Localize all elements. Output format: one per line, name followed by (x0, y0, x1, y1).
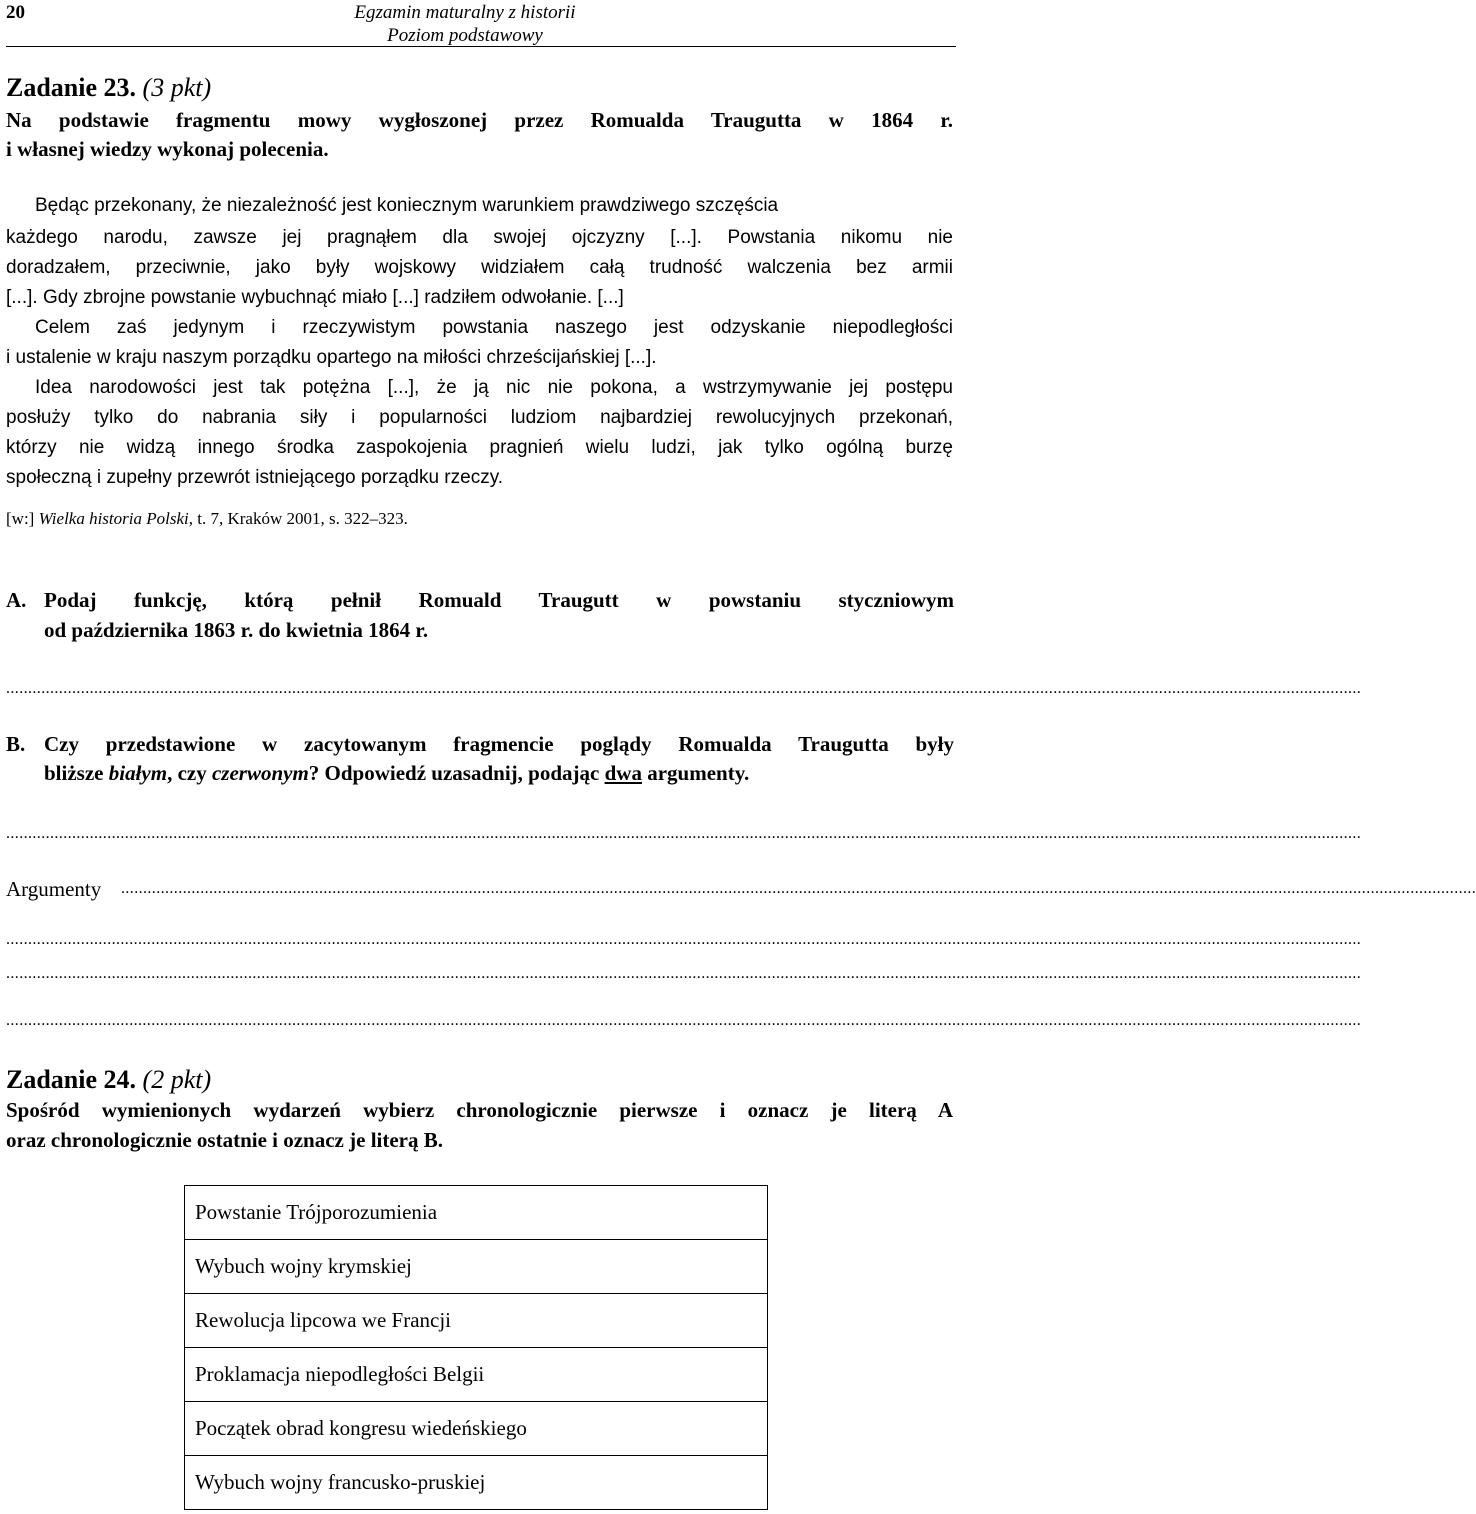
q-b-two: dwa (604, 761, 642, 785)
q-b-text-e: ? Odpowiedź uzasadnij, podając (308, 761, 605, 785)
exam-title: Egzamin maturalny z historii (354, 2, 576, 23)
task-23-instruction-line2: i własnej wiedzy wykonaj polecenia. (6, 137, 329, 161)
q-b-text-a: bliższe (44, 761, 109, 785)
question-a-line1: Podaj funkcję, którą pełnił Romuald Traugutt w powstaniu styczniowym (44, 588, 954, 612)
task-24-number: Zadanie 24. (6, 1065, 137, 1094)
task-24-instruction-line1: Spośród wymienionych wydarzeń wybierz chronologicznie pierwsze i oznacz je literą A (6, 1098, 953, 1122)
source-suffix: , t. 7, Kraków 2001, s. 322–323. (188, 509, 408, 528)
arguments-label: Argumenty (6, 877, 102, 901)
task-23-points: (3 pkt) (142, 73, 212, 102)
question-b-letter: B. (6, 732, 26, 756)
event-row[interactable] (185, 1240, 768, 1294)
events-table (184, 1185, 768, 1510)
quote-line-4: [...]. Gdy zbrojne powstanie wybuchnąć miało [...] radziłem odwołanie. [...] (6, 287, 624, 308)
argument-line-4[interactable]: .................................................................................................................................................................................................................................................................................................................... (6, 1012, 1362, 1029)
argument-line-1[interactable]: .................................................................................................................................................................................................................................................................................................................... (121, 880, 1476, 897)
quote-line-3: doradzałem, przeciwnie, jako były wojskowy widziałem całą trudność walczenia bez armii (6, 257, 953, 278)
event-row[interactable] (185, 1348, 768, 1402)
task-23-title (6, 73, 211, 103)
answer-b-line[interactable]: .................................................................................................................................................................................................................................................................................................................... (6, 825, 1362, 842)
quote-line-10: społeczną i zupełny przewrót istniejącego porządku rzeczy. (6, 467, 504, 488)
event-row[interactable] (185, 1402, 768, 1456)
argument-line-2[interactable]: .................................................................................................................................................................................................................................................................................................................... (6, 931, 1362, 948)
page-number: 20 (6, 2, 25, 23)
task-24-points: (2 pkt) (142, 1065, 212, 1094)
event-cell: Proklamacja niepodległości Belgii (185, 1348, 768, 1402)
question-a-letter: A. (6, 588, 27, 612)
task-24-instruction-line2: oraz chronologicznie ostatnie i oznacz je literą B. (6, 1128, 444, 1152)
exam-level: Poziom podstawowy (387, 25, 543, 46)
quote-source (6, 509, 408, 529)
question-b-line2 (44, 761, 749, 786)
argument-line-3[interactable]: .................................................................................................................................................................................................................................................................................................................... (6, 965, 1362, 982)
quote-line-9: którzy nie widzą innego środka zaspokojenia pragnień wielu ludzi, jak tylko ogólną burzę (6, 437, 953, 458)
event-cell: Wybuch wojny francusko-pruskiej (185, 1456, 768, 1510)
quote-line-1: Będąc przekonany, że niezależność jest koniecznym warunkiem prawdziwego szczęścia (35, 195, 779, 216)
task-23-number: Zadanie 23. (6, 73, 137, 102)
q-b-red: czerwonym (211, 761, 309, 785)
q-b-text-c: , czy (167, 761, 212, 785)
header-divider (6, 46, 956, 47)
q-b-white: białym (108, 761, 168, 785)
quote-line-7: Idea narodowości jest tak potężna [...], że ją nic nie pokona, a wstrzymywanie jej postępu (35, 377, 953, 398)
question-a-line2: od października 1863 r. do kwietnia 1864 r. (44, 618, 429, 642)
question-b-line1: Czy przedstawione w zacytowanym fragmencie poglądy Romualda Traugutta były (44, 732, 954, 756)
quote-line-2: każdego narodu, zawsze jej pragnąłem dla swojej ojczyzny [...]. Powstania nikomu nie (6, 227, 953, 248)
quote-line-6: i ustalenie w kraju naszym porządku opartego na miłości chrześcijańskiej [...]. (6, 347, 657, 368)
task-24-title (6, 1065, 211, 1095)
source-prefix: [w:] (6, 509, 39, 528)
event-row[interactable] (185, 1456, 768, 1510)
event-cell: Rewolucja lipcowa we Francji (185, 1294, 768, 1348)
task-23-instruction-line1: Na podstawie fragmentu mowy wygłoszonej przez Romualda Traugutta w 1864 r. (6, 108, 953, 132)
q-b-text-g: argumenty. (641, 761, 750, 785)
event-cell: Powstanie Trójporozumienia (185, 1186, 768, 1240)
quote-line-5: Celem zaś jedynym i rzeczywistym powstania naszego jest odzyskanie niepodległości (35, 317, 953, 338)
event-cell: Początek obrad kongresu wiedeńskiego (185, 1402, 768, 1456)
event-cell: Wybuch wojny krymskiej (185, 1240, 768, 1294)
answer-a-line[interactable]: .................................................................................................................................................................................................................................................................................................................... (6, 680, 1362, 697)
event-row[interactable] (185, 1294, 768, 1348)
source-title: Wielka historia Polski (38, 509, 189, 528)
event-row[interactable] (185, 1186, 768, 1240)
quote-line-8: posłuży tylko do nabrania siły i popularności ludziom najbardziej rewolucyjnych przekonań, (6, 407, 953, 428)
